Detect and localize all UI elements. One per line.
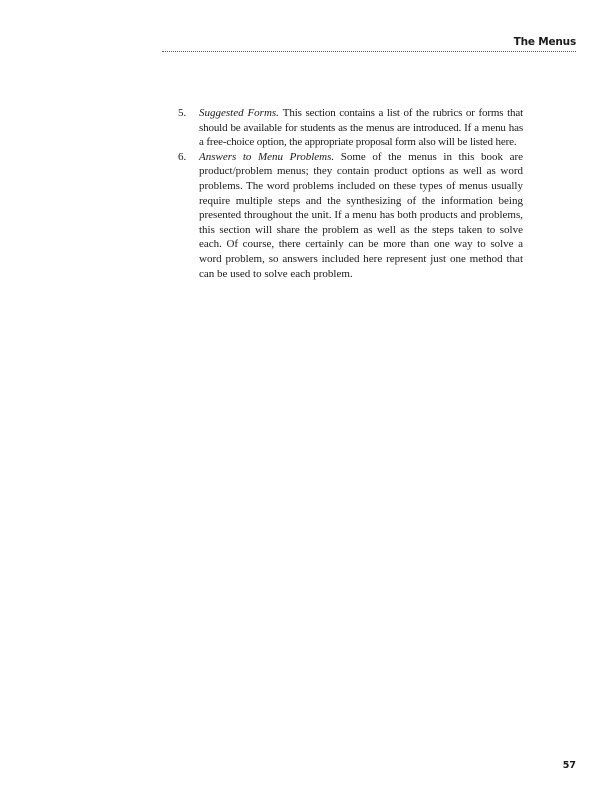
list-item-text: Some of the menus in this book are product/problem menus; they contain product options as well as word problems. The word problems included on these types of menus usually require multiple steps and the synthesizing of the information being presented throughout the unit. If a menu has both products and problems, this section will share the problem as well as the steps taken to solve each. Of course, there certainly can be more than one way to solve a word problem, so answers included here represent just one method that can be used to solve each problem. (199, 150, 523, 280)
list-item-number: 6. (178, 150, 187, 163)
list-item-title: Answers to Menu Problems. (199, 150, 341, 163)
list-item-number: 5. (178, 107, 187, 119)
list-item-title: Suggested Forms. (199, 107, 283, 119)
list-item-suggested-forms (178, 106, 523, 150)
page-number: 57 (562, 760, 576, 771)
header-dotted-rule (162, 51, 576, 52)
list-item-answers-to-menu-problems (178, 150, 523, 281)
running-head-title: The Menus (513, 36, 576, 48)
list-item-text: This section contains a list of the rubrics or forms that should be available for students as the menus are introduced. If a menu has a free-choice option, the appropriate proposal form also will be listed here. (199, 107, 523, 149)
numbered-list (178, 106, 523, 281)
